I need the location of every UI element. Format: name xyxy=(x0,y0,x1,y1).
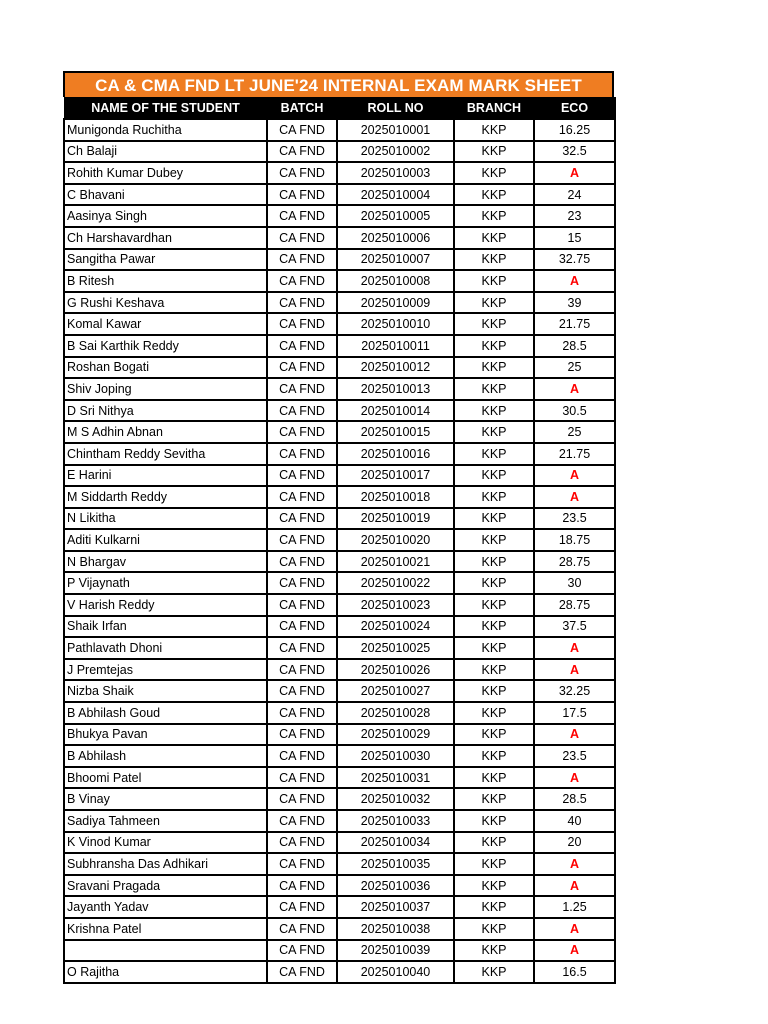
branch-cell: KKP xyxy=(454,249,534,271)
batch-cell: CA FND xyxy=(267,616,337,638)
eco-mark-cell: A xyxy=(534,378,615,400)
header-name: NAME OF THE STUDENT xyxy=(64,98,267,120)
student-name-cell: M Siddarth Reddy xyxy=(64,486,267,508)
table-row xyxy=(64,292,615,314)
eco-mark-cell: A xyxy=(534,486,615,508)
table-row xyxy=(64,853,615,875)
roll-no-cell: 2025010022 xyxy=(337,572,454,594)
header-branch: BRANCH xyxy=(454,98,534,120)
batch-cell: CA FND xyxy=(267,443,337,465)
batch-cell: CA FND xyxy=(267,918,337,940)
branch-cell: KKP xyxy=(454,119,534,141)
roll-no-cell: 2025010023 xyxy=(337,594,454,616)
roll-no-cell: 2025010028 xyxy=(337,702,454,724)
student-name-cell: Bhoomi Patel xyxy=(64,767,267,789)
eco-mark-cell: 20 xyxy=(534,832,615,854)
eco-mark-cell: 37.5 xyxy=(534,616,615,638)
student-name-cell: O Rajitha xyxy=(64,961,267,983)
eco-mark-cell: A xyxy=(534,270,615,292)
batch-cell: CA FND xyxy=(267,659,337,681)
student-name-cell: Rohith Kumar Dubey xyxy=(64,162,267,184)
batch-cell: CA FND xyxy=(267,529,337,551)
roll-no-cell: 2025010005 xyxy=(337,205,454,227)
roll-no-cell: 2025010038 xyxy=(337,918,454,940)
roll-no-cell: 2025010003 xyxy=(337,162,454,184)
table-row xyxy=(64,551,615,573)
branch-cell: KKP xyxy=(454,961,534,983)
branch-cell: KKP xyxy=(454,529,534,551)
batch-cell: CA FND xyxy=(267,119,337,141)
table-row xyxy=(64,486,615,508)
branch-cell: KKP xyxy=(454,227,534,249)
branch-cell: KKP xyxy=(454,594,534,616)
batch-cell: CA FND xyxy=(267,335,337,357)
branch-cell: KKP xyxy=(454,313,534,335)
student-name-cell: Aditi Kulkarni xyxy=(64,529,267,551)
roll-no-cell: 2025010012 xyxy=(337,357,454,379)
branch-cell: KKP xyxy=(454,421,534,443)
batch-cell: CA FND xyxy=(267,745,337,767)
eco-mark-cell: 39 xyxy=(534,292,615,314)
batch-cell: CA FND xyxy=(267,141,337,163)
eco-mark-cell: 28.75 xyxy=(534,551,615,573)
branch-cell: KKP xyxy=(454,896,534,918)
student-name-cell: Shiv Joping xyxy=(64,378,267,400)
student-name-cell xyxy=(64,940,267,962)
eco-mark-cell: A xyxy=(534,875,615,897)
roll-no-cell: 2025010004 xyxy=(337,184,454,206)
eco-mark-cell: 23.5 xyxy=(534,745,615,767)
roll-no-cell: 2025010019 xyxy=(337,508,454,530)
branch-cell: KKP xyxy=(454,400,534,422)
roll-no-cell: 2025010008 xyxy=(337,270,454,292)
eco-mark-cell: 32.75 xyxy=(534,249,615,271)
header-row xyxy=(64,98,615,120)
roll-no-cell: 2025010020 xyxy=(337,529,454,551)
branch-cell: KKP xyxy=(454,810,534,832)
table-row xyxy=(64,529,615,551)
student-name-cell: Sadiya Tahmeen xyxy=(64,810,267,832)
table-row xyxy=(64,270,615,292)
eco-mark-cell: 23.5 xyxy=(534,508,615,530)
branch-cell: KKP xyxy=(454,724,534,746)
roll-no-cell: 2025010015 xyxy=(337,421,454,443)
table-row xyxy=(64,249,615,271)
batch-cell: CA FND xyxy=(267,572,337,594)
roll-no-cell: 2025010033 xyxy=(337,810,454,832)
eco-mark-cell: 32.25 xyxy=(534,680,615,702)
branch-cell: KKP xyxy=(454,141,534,163)
table-row xyxy=(64,335,615,357)
roll-no-cell: 2025010036 xyxy=(337,875,454,897)
batch-cell: CA FND xyxy=(267,810,337,832)
branch-cell: KKP xyxy=(454,357,534,379)
student-name-cell: B Abhilash Goud xyxy=(64,702,267,724)
student-name-cell: Bhukya Pavan xyxy=(64,724,267,746)
roll-no-cell: 2025010018 xyxy=(337,486,454,508)
student-name-cell: E Harini xyxy=(64,465,267,487)
student-name-cell: B Ritesh xyxy=(64,270,267,292)
batch-cell: CA FND xyxy=(267,270,337,292)
eco-mark-cell: 30.5 xyxy=(534,400,615,422)
batch-cell: CA FND xyxy=(267,184,337,206)
branch-cell: KKP xyxy=(454,270,534,292)
table-row xyxy=(64,313,615,335)
table-row xyxy=(64,810,615,832)
student-name-cell: Krishna Patel xyxy=(64,918,267,940)
batch-cell: CA FND xyxy=(267,637,337,659)
branch-cell: KKP xyxy=(454,292,534,314)
table-row xyxy=(64,119,615,141)
eco-mark-cell: A xyxy=(534,767,615,789)
branch-cell: KKP xyxy=(454,378,534,400)
student-name-cell: B Sai Karthik Reddy xyxy=(64,335,267,357)
batch-cell: CA FND xyxy=(267,508,337,530)
student-name-cell: Jayanth Yadav xyxy=(64,896,267,918)
eco-mark-cell: 24 xyxy=(534,184,615,206)
roll-no-cell: 2025010002 xyxy=(337,141,454,163)
table-row xyxy=(64,184,615,206)
table-row xyxy=(64,832,615,854)
sheet-title: CA & CMA FND LT JUNE'24 INTERNAL EXAM MARK SHEET xyxy=(63,71,614,97)
branch-cell: KKP xyxy=(454,940,534,962)
roll-no-cell: 2025010031 xyxy=(337,767,454,789)
student-name-cell: Nizba Shaik xyxy=(64,680,267,702)
roll-no-cell: 2025010030 xyxy=(337,745,454,767)
eco-mark-cell: 28.5 xyxy=(534,335,615,357)
student-name-cell: J Premtejas xyxy=(64,659,267,681)
header-roll-no: ROLL NO xyxy=(337,98,454,120)
roll-no-cell: 2025010013 xyxy=(337,378,454,400)
table-row xyxy=(64,637,615,659)
header-batch: BATCH xyxy=(267,98,337,120)
batch-cell: CA FND xyxy=(267,551,337,573)
branch-cell: KKP xyxy=(454,508,534,530)
eco-mark-cell: 23 xyxy=(534,205,615,227)
branch-cell: KKP xyxy=(454,788,534,810)
branch-cell: KKP xyxy=(454,335,534,357)
table-row xyxy=(64,659,615,681)
batch-cell: CA FND xyxy=(267,357,337,379)
branch-cell: KKP xyxy=(454,443,534,465)
eco-mark-cell: 28.5 xyxy=(534,788,615,810)
branch-cell: KKP xyxy=(454,486,534,508)
eco-mark-cell: 28.75 xyxy=(534,594,615,616)
student-name-cell: B Abhilash xyxy=(64,745,267,767)
branch-cell: KKP xyxy=(454,853,534,875)
roll-no-cell: 2025010011 xyxy=(337,335,454,357)
table-row xyxy=(64,918,615,940)
batch-cell: CA FND xyxy=(267,832,337,854)
roll-no-cell: 2025010010 xyxy=(337,313,454,335)
branch-cell: KKP xyxy=(454,162,534,184)
student-name-cell: C Bhavani xyxy=(64,184,267,206)
eco-mark-cell: A xyxy=(534,465,615,487)
table-row xyxy=(64,745,615,767)
student-name-cell: Sangitha Pawar xyxy=(64,249,267,271)
student-name-cell: Ch Harshavardhan xyxy=(64,227,267,249)
branch-cell: KKP xyxy=(454,616,534,638)
eco-mark-cell: 16.25 xyxy=(534,119,615,141)
roll-no-cell: 2025010035 xyxy=(337,853,454,875)
table-row xyxy=(64,767,615,789)
eco-mark-cell: A xyxy=(534,637,615,659)
student-name-cell: G Rushi Keshava xyxy=(64,292,267,314)
student-name-cell: Munigonda Ruchitha xyxy=(64,119,267,141)
student-name-cell: B Vinay xyxy=(64,788,267,810)
batch-cell: CA FND xyxy=(267,400,337,422)
branch-cell: KKP xyxy=(454,875,534,897)
student-name-cell: Aasinya Singh xyxy=(64,205,267,227)
table-row xyxy=(64,141,615,163)
eco-mark-cell: 21.75 xyxy=(534,313,615,335)
roll-no-cell: 2025010039 xyxy=(337,940,454,962)
student-name-cell: M S Adhin Abnan xyxy=(64,421,267,443)
batch-cell: CA FND xyxy=(267,961,337,983)
student-name-cell: Pathlavath Dhoni xyxy=(64,637,267,659)
roll-no-cell: 2025010029 xyxy=(337,724,454,746)
table-row xyxy=(64,788,615,810)
batch-cell: CA FND xyxy=(267,724,337,746)
student-name-cell: N Bhargav xyxy=(64,551,267,573)
batch-cell: CA FND xyxy=(267,421,337,443)
roll-no-cell: 2025010007 xyxy=(337,249,454,271)
batch-cell: CA FND xyxy=(267,680,337,702)
branch-cell: KKP xyxy=(454,572,534,594)
roll-no-cell: 2025010025 xyxy=(337,637,454,659)
roll-no-cell: 2025010006 xyxy=(337,227,454,249)
table-row xyxy=(64,680,615,702)
table-row xyxy=(64,421,615,443)
eco-mark-cell: 15 xyxy=(534,227,615,249)
roll-no-cell: 2025010026 xyxy=(337,659,454,681)
roll-no-cell: 2025010034 xyxy=(337,832,454,854)
student-name-cell: Roshan Bogati xyxy=(64,357,267,379)
eco-mark-cell: 25 xyxy=(534,357,615,379)
batch-cell: CA FND xyxy=(267,788,337,810)
table-row xyxy=(64,357,615,379)
student-name-cell: V Harish Reddy xyxy=(64,594,267,616)
table-row xyxy=(64,227,615,249)
student-name-cell: Chintham Reddy Sevitha xyxy=(64,443,267,465)
branch-cell: KKP xyxy=(454,680,534,702)
eco-mark-cell: A xyxy=(534,659,615,681)
student-name-cell: Subhransha Das Adhikari xyxy=(64,853,267,875)
mark-sheet xyxy=(63,71,614,984)
batch-cell: CA FND xyxy=(267,702,337,724)
eco-mark-cell: A xyxy=(534,940,615,962)
eco-mark-cell: 18.75 xyxy=(534,529,615,551)
header-eco: ECO xyxy=(534,98,615,120)
branch-cell: KKP xyxy=(454,465,534,487)
eco-mark-cell: A xyxy=(534,918,615,940)
table-row xyxy=(64,572,615,594)
table-row xyxy=(64,896,615,918)
eco-mark-cell: 30 xyxy=(534,572,615,594)
batch-cell: CA FND xyxy=(267,313,337,335)
table-row xyxy=(64,508,615,530)
student-name-cell: D Sri Nithya xyxy=(64,400,267,422)
branch-cell: KKP xyxy=(454,184,534,206)
table-row xyxy=(64,875,615,897)
batch-cell: CA FND xyxy=(267,292,337,314)
eco-mark-cell: A xyxy=(534,162,615,184)
branch-cell: KKP xyxy=(454,832,534,854)
batch-cell: CA FND xyxy=(267,853,337,875)
table-row xyxy=(64,702,615,724)
roll-no-cell: 2025010017 xyxy=(337,465,454,487)
roll-no-cell: 2025010021 xyxy=(337,551,454,573)
roll-no-cell: 2025010037 xyxy=(337,896,454,918)
table-row xyxy=(64,400,615,422)
branch-cell: KKP xyxy=(454,918,534,940)
batch-cell: CA FND xyxy=(267,227,337,249)
student-name-cell: Shaik Irfan xyxy=(64,616,267,638)
student-name-cell: P Vijaynath xyxy=(64,572,267,594)
eco-mark-cell: A xyxy=(534,724,615,746)
table-row xyxy=(64,378,615,400)
batch-cell: CA FND xyxy=(267,205,337,227)
branch-cell: KKP xyxy=(454,702,534,724)
roll-no-cell: 2025010014 xyxy=(337,400,454,422)
eco-mark-cell: 32.5 xyxy=(534,141,615,163)
table-row xyxy=(64,616,615,638)
eco-mark-cell: 25 xyxy=(534,421,615,443)
table-row xyxy=(64,465,615,487)
batch-cell: CA FND xyxy=(267,162,337,184)
batch-cell: CA FND xyxy=(267,465,337,487)
table-row xyxy=(64,162,615,184)
roll-no-cell: 2025010001 xyxy=(337,119,454,141)
table-row xyxy=(64,443,615,465)
eco-mark-cell: 16.5 xyxy=(534,961,615,983)
batch-cell: CA FND xyxy=(267,875,337,897)
roll-no-cell: 2025010024 xyxy=(337,616,454,638)
marks-table xyxy=(63,97,616,984)
table-row xyxy=(64,961,615,983)
roll-no-cell: 2025010016 xyxy=(337,443,454,465)
eco-mark-cell: 17.5 xyxy=(534,702,615,724)
roll-no-cell: 2025010040 xyxy=(337,961,454,983)
branch-cell: KKP xyxy=(454,205,534,227)
eco-mark-cell: 1.25 xyxy=(534,896,615,918)
eco-mark-cell: 40 xyxy=(534,810,615,832)
batch-cell: CA FND xyxy=(267,486,337,508)
eco-mark-cell: A xyxy=(534,853,615,875)
batch-cell: CA FND xyxy=(267,940,337,962)
batch-cell: CA FND xyxy=(267,249,337,271)
branch-cell: KKP xyxy=(454,659,534,681)
table-row xyxy=(64,940,615,962)
student-name-cell: Komal Kawar xyxy=(64,313,267,335)
batch-cell: CA FND xyxy=(267,594,337,616)
student-name-cell: Ch Balaji xyxy=(64,141,267,163)
branch-cell: KKP xyxy=(454,551,534,573)
table-row xyxy=(64,205,615,227)
batch-cell: CA FND xyxy=(267,896,337,918)
student-name-cell: K Vinod Kumar xyxy=(64,832,267,854)
eco-mark-cell: 21.75 xyxy=(534,443,615,465)
student-name-cell: N Likitha xyxy=(64,508,267,530)
roll-no-cell: 2025010032 xyxy=(337,788,454,810)
table-row xyxy=(64,724,615,746)
branch-cell: KKP xyxy=(454,637,534,659)
table-row xyxy=(64,594,615,616)
branch-cell: KKP xyxy=(454,767,534,789)
branch-cell: KKP xyxy=(454,745,534,767)
batch-cell: CA FND xyxy=(267,378,337,400)
roll-no-cell: 2025010009 xyxy=(337,292,454,314)
student-name-cell: Sravani Pragada xyxy=(64,875,267,897)
batch-cell: CA FND xyxy=(267,767,337,789)
roll-no-cell: 2025010027 xyxy=(337,680,454,702)
